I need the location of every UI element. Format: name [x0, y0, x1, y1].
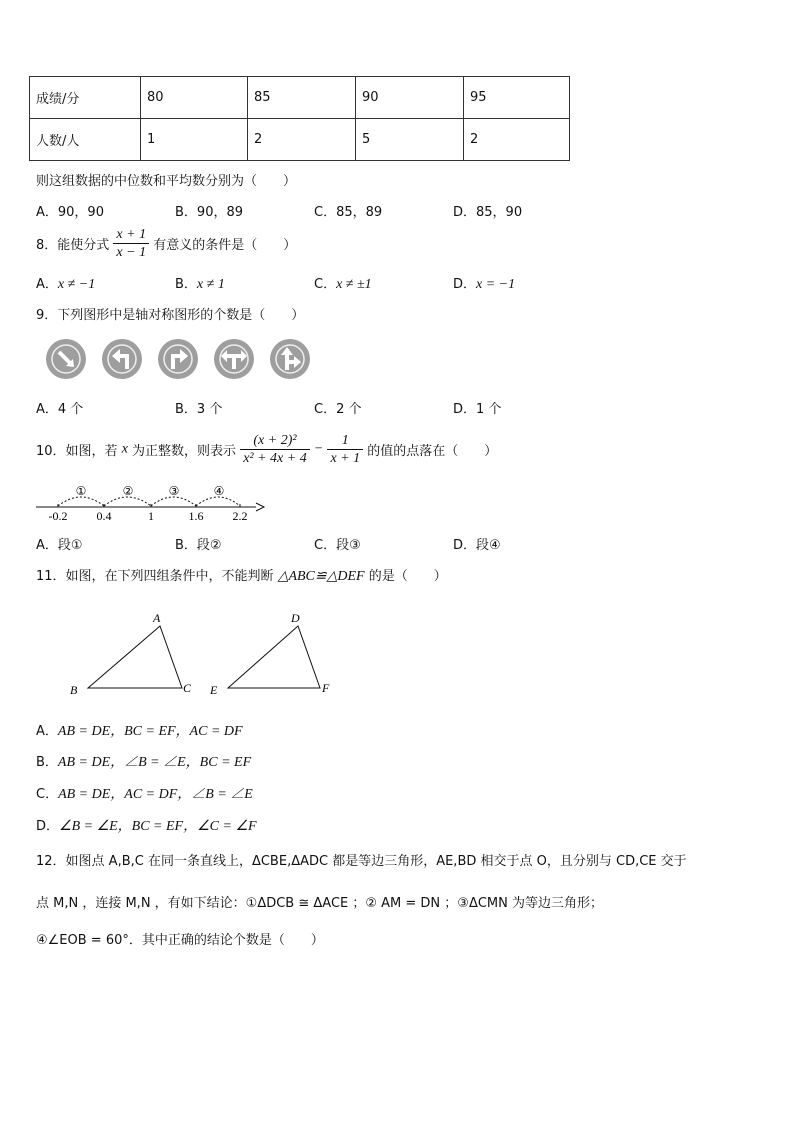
- segment-arc-4: [196, 497, 240, 506]
- q9-option-b: B．3 个: [175, 402, 223, 417]
- option-label: C．: [36, 787, 59, 802]
- option-expr: x = −1: [476, 277, 516, 292]
- table-cell: 5: [356, 119, 464, 161]
- q8-option-b: [175, 273, 225, 293]
- diagonal-arrow-sign-icon: [46, 339, 86, 379]
- table-row: [30, 119, 570, 161]
- q8-option-a: [36, 273, 95, 293]
- table-cell: 90: [356, 77, 464, 119]
- tick-label: 1: [148, 509, 154, 523]
- q7-option-b: B．90，89: [175, 205, 244, 220]
- segment-arc-1: [58, 497, 104, 506]
- q10-minus: −: [313, 441, 324, 457]
- segment-arc-3: [151, 497, 196, 506]
- vertex-label-b: B: [70, 683, 78, 697]
- table-cell: 1: [141, 119, 248, 161]
- tick-label: 1.6: [188, 509, 204, 523]
- q10-frac1-denominator: x² + 4x + 4: [243, 451, 307, 466]
- option-expr: AB = DE，∠B = ∠E，BC = EF: [57, 755, 252, 770]
- q11-option-d: [36, 815, 257, 835]
- segment-label-1: ①: [75, 484, 87, 498]
- segment-label-4: ④: [213, 484, 225, 498]
- turn-left-sign-icon: [102, 339, 142, 379]
- option-label: A．: [36, 277, 58, 292]
- option-label: D．: [36, 819, 60, 834]
- vertex-label-c: C: [183, 681, 192, 695]
- q9-option-a: A．4 个: [36, 402, 84, 417]
- q7-stem: 则这组数据的中位数和平均数分别为（ ）: [36, 174, 297, 189]
- q9-option-d: D．1 个: [453, 402, 502, 417]
- table-row: [30, 77, 570, 119]
- q11-option-a: [36, 720, 243, 740]
- triangle-def: [228, 626, 320, 688]
- q8-stem: [36, 226, 296, 261]
- turn-right-sign-icon: [158, 339, 198, 379]
- triangle-abc: [88, 626, 182, 688]
- q10-stem-mid: 为正整数，则表示: [132, 444, 237, 459]
- q10-fraction-2: [327, 432, 363, 467]
- option-label: D．: [453, 277, 477, 292]
- q8-stem-prefix: 8．能使分式: [36, 238, 110, 253]
- q10-option-a: A．段①: [36, 538, 83, 553]
- option-label: B．: [36, 755, 58, 770]
- option-expr: ∠B = ∠E，BC = EF，∠C = ∠F: [59, 819, 257, 834]
- table-cell: 2: [248, 119, 356, 161]
- q11-option-c: [36, 783, 253, 803]
- segment-arc-2: [104, 497, 151, 506]
- table-cell: 80: [141, 77, 248, 119]
- q9-sign-row: [44, 337, 324, 383]
- vertex-label-f: F: [322, 681, 330, 695]
- segment-label-3: ③: [168, 484, 180, 498]
- q12-line-3: ④∠EOB = 60°．其中正确的结论个数是（ ）: [36, 933, 324, 948]
- q10-option-d: D．段④: [453, 538, 501, 553]
- axis-arrow-icon: [256, 503, 264, 511]
- q11-stem-prefix: 11．如图，在下列四组条件中，不能判断: [36, 569, 274, 584]
- q7-option-a: A．90，90: [36, 205, 104, 220]
- vertex-label-e: E: [210, 683, 218, 697]
- q10-stem: [36, 432, 497, 467]
- table-cell: 2: [464, 119, 570, 161]
- option-expr: AB = DE，AC = DF，∠B = ∠E: [58, 787, 253, 802]
- option-label: B．: [175, 277, 197, 292]
- q10-frac2-denominator: x + 1: [330, 451, 361, 466]
- tick-label: -0.2: [48, 509, 68, 523]
- left-right-fork-sign-icon: [214, 339, 254, 379]
- tick-label: 0.4: [96, 509, 112, 523]
- q11-stem-expr: △ABC≌△DEF: [277, 569, 365, 584]
- q11-stem-suffix: 的是（ ）: [368, 569, 447, 584]
- q10-frac1-numerator: (x + 2)²: [240, 432, 310, 450]
- q10-option-c: C．段③: [314, 538, 361, 553]
- tick-label: 2.2: [232, 509, 248, 523]
- option-expr: AB = DE，BC = EF，AC = DF: [57, 724, 243, 739]
- segment-label-2: ②: [122, 484, 134, 498]
- option-label: C．: [314, 277, 337, 292]
- q9-stem: 9．下列图形中是轴对称图形的个数是（ ）: [36, 308, 305, 323]
- q9-option-c: C．2 个: [314, 402, 362, 417]
- q11-option-b: [36, 751, 251, 771]
- q7-option-c: C．85，89: [314, 205, 383, 220]
- q8-fraction: [113, 226, 149, 261]
- q11-triangles-figure: [60, 610, 350, 700]
- option-expr: x ≠ 1: [196, 277, 225, 292]
- vertex-label-a: A: [153, 611, 161, 625]
- q10-option-b: B．段②: [175, 538, 222, 553]
- q8-denominator: x − 1: [116, 245, 147, 260]
- q8-numerator: x + 1: [113, 226, 149, 244]
- q10-fraction-1: [240, 432, 310, 467]
- straight-or-right-sign-icon: [270, 339, 310, 379]
- q10-frac2-numerator: 1: [327, 432, 363, 450]
- table-cell: 95: [464, 77, 570, 119]
- q10-stem-prefix: 10．如图，若: [36, 444, 118, 459]
- q12-line-1: 12．如图点 A,B,C 在同一条直线上，ΔCBE,ΔADC 都是等边三角形，AE,BD 相交于点 O，且分别与 CD,CE 交于: [36, 854, 687, 869]
- q9-signs-svg: [44, 337, 324, 383]
- q11-stem: [36, 565, 447, 585]
- option-expr: x ≠ ±1: [336, 277, 372, 292]
- table-cell: 85: [248, 77, 356, 119]
- q10-var: x: [121, 441, 128, 457]
- q7-option-d: D．85，90: [453, 205, 523, 220]
- q12-line-2: 点 M,N ，连接 M,N ，有如下结论：①ΔDCB ≅ ΔACE ；② AM = DN ；③ΔCMN 为等边三角形；: [36, 896, 603, 911]
- q8-stem-suffix: 有意义的条件是（ ）: [153, 238, 297, 253]
- score-table: [29, 76, 570, 161]
- option-expr: x ≠ −1: [57, 277, 96, 292]
- q8-option-c: [314, 273, 372, 293]
- q8-option-d: [453, 273, 515, 293]
- option-label: A．: [36, 724, 58, 739]
- q10-number-line: [36, 480, 266, 524]
- table-cell: 成绩/分: [30, 77, 141, 119]
- vertex-label-d: D: [291, 611, 300, 625]
- table-cell: 人数/人: [30, 119, 141, 161]
- q10-stem-suffix: 的值的点落在（ ）: [367, 444, 498, 459]
